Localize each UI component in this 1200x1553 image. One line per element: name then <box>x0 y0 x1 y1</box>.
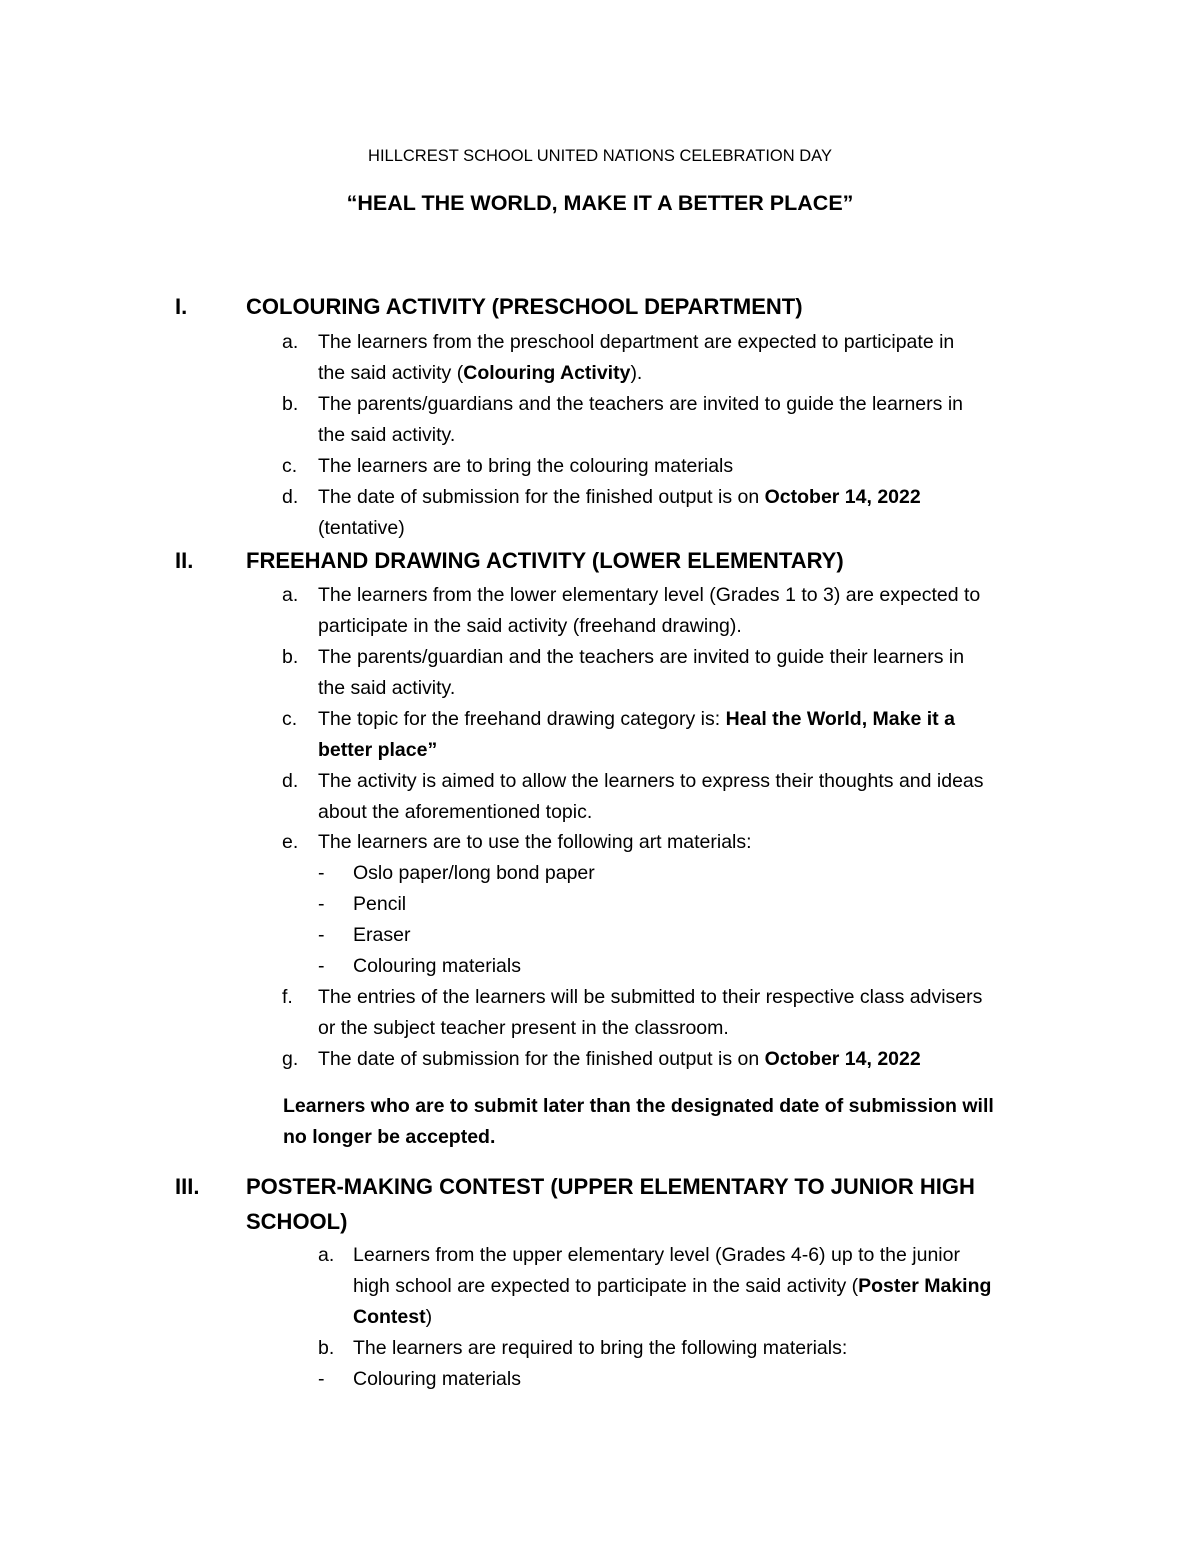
list-item-text: The learners from the preschool department are expected to participate in <box>318 331 955 353</box>
list-item-text: or the subject teacher present in the classroom. <box>318 1017 729 1039</box>
list-marker: a. <box>318 1244 335 1266</box>
material-item: Colouring materials <box>353 955 521 977</box>
list-marker: b. <box>282 646 299 668</box>
list-marker: a. <box>282 584 299 606</box>
bullet-dash: - <box>318 924 325 946</box>
list-marker: f. <box>282 986 293 1008</box>
list-item-text: The topic for the freehand drawing category is: Heal the World, Make it a <box>318 708 955 730</box>
section-2-title: FREEHAND DRAWING ACTIVITY (LOWER ELEMENTARY) <box>246 548 844 573</box>
bullet-dash: - <box>318 893 325 915</box>
list-marker: b. <box>282 393 299 415</box>
bullet-dash: - <box>318 1368 325 1390</box>
list-item-text: The parents/guardian and the teachers are invited to guide their learners in <box>318 646 965 668</box>
late-submission-note: no longer be accepted. <box>283 1126 496 1148</box>
list-item-text: high school are expected to participate in the said activity (Poster Making <box>353 1275 992 1297</box>
late-submission-note: Learners who are to submit later than the designated date of submission will <box>283 1095 994 1117</box>
list-item-text: The parents/guardians and the teachers are invited to guide the learners in <box>318 393 963 415</box>
list-marker: a. <box>282 331 299 353</box>
list-item-text: The date of submission for the finished output is on October 14, 2022 <box>318 486 921 508</box>
list-item-text: The activity is aimed to allow the learners to express their thoughts and ideas <box>318 770 984 792</box>
list-item-text: The entries of the learners will be submitted to their respective class advisers <box>318 986 983 1008</box>
material-item: Colouring materials <box>353 1368 521 1390</box>
section-2-numeral: II. <box>175 548 194 573</box>
list-marker: b. <box>318 1337 335 1359</box>
list-marker: g. <box>282 1048 299 1070</box>
section-1-numeral: I. <box>175 294 188 319</box>
list-marker: e. <box>282 831 299 853</box>
list-marker: d. <box>282 486 299 508</box>
list-item-text: the said activity. <box>318 424 456 446</box>
section-1-title: COLOURING ACTIVITY (PRESCHOOL DEPARTMENT) <box>246 294 803 319</box>
list-item-text: participate in the said activity (freehand drawing). <box>318 615 742 637</box>
list-marker: d. <box>282 770 299 792</box>
list-item-text: The date of submission for the finished output is on October 14, 2022 <box>318 1048 921 1070</box>
section-3-numeral: III. <box>175 1174 200 1199</box>
list-item-text: The learners are required to bring the following materials: <box>353 1337 848 1359</box>
list-item-text: The learners are to use the following art materials: <box>318 831 752 853</box>
section-3-title: SCHOOL) <box>246 1209 348 1234</box>
list-item-text: the said activity (Colouring Activity). <box>318 362 643 384</box>
list-item-text: The learners from the lower elementary level (Grades 1 to 3) are expected to <box>318 584 981 606</box>
list-item-text: Contest) <box>353 1306 433 1328</box>
list-marker: c. <box>282 455 298 477</box>
list-item-text: (tentative) <box>318 517 405 539</box>
list-item-text: the said activity. <box>318 677 456 699</box>
bullet-dash: - <box>318 862 325 884</box>
list-item-text: The learners are to bring the colouring materials <box>318 455 734 477</box>
list-item-text: about the aforementioned topic. <box>318 801 593 823</box>
list-item-text: better place” <box>318 739 438 761</box>
list-item-text: Learners from the upper elementary level (Grades 4-6) up to the junior <box>353 1244 960 1266</box>
material-item: Eraser <box>353 924 411 946</box>
material-item: Pencil <box>353 893 407 915</box>
event-theme: “HEAL THE WORLD, MAKE IT A BETTER PLACE” <box>346 191 854 215</box>
section-3-title: POSTER-MAKING CONTEST (UPPER ELEMENTARY TO JUNIOR HIGH <box>246 1174 975 1199</box>
bullet-dash: - <box>318 955 325 977</box>
event-title: HILLCREST SCHOOL UNITED NATIONS CELEBRATION DAY <box>368 147 832 165</box>
list-marker: c. <box>282 708 298 730</box>
material-item: Oslo paper/long bond paper <box>353 862 595 884</box>
